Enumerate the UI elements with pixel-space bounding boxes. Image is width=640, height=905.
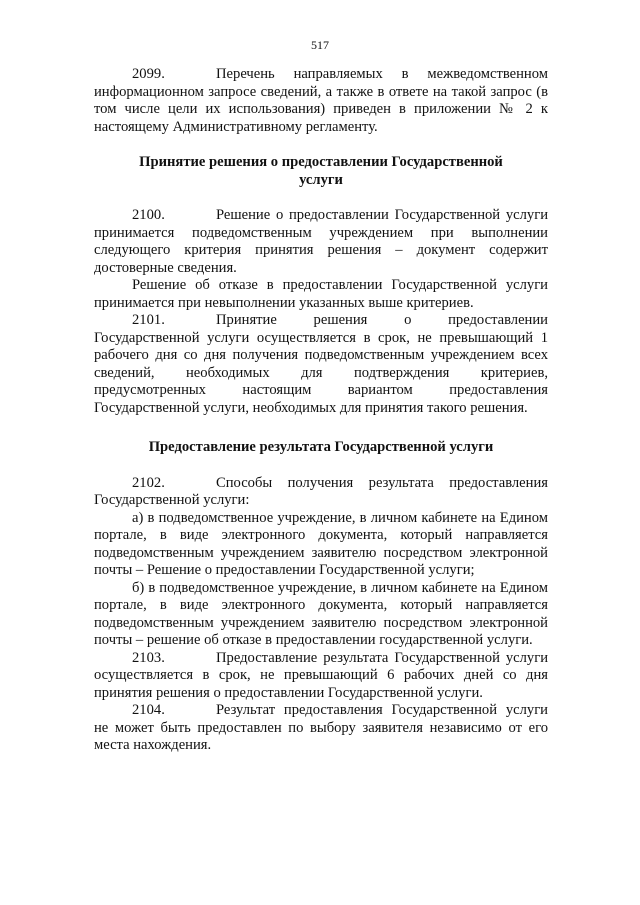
- clause-number: 2100.: [132, 207, 165, 223]
- paragraph-text: Принятие решения о предоставлении Государственной услуги осуществляется в срок, не превышающий 1 рабочего дня со дня получения подведомственным учреждением всех сведений, необходимых для подтверждения критериев, предусмотренных настоящим вариантом предоставления Государственной услуги, необходимых для принятия такого решения.: [94, 312, 548, 416]
- paragraph-2102: [94, 475, 548, 510]
- paragraph-2101: [94, 312, 548, 417]
- paragraph-text: б) в подведомственное учреждение, в личном кабинете на Едином портале, в виде электронного документа, который направляется подведомственным учреждением заявителю посредством электронной почты – решение об отказе в предоставлении государственной услуги.: [94, 579, 548, 648]
- paragraph-text: Способы получения результата предоставления Государственной услуги:: [94, 474, 548, 508]
- clause-number: 2103.: [132, 649, 165, 666]
- paragraph-2100: [94, 207, 548, 277]
- clause-number: 2104.: [132, 702, 165, 718]
- paragraph-text: Предоставление результата Государственной услуги осуществляется в срок, не превышающий 6 рабочих дней со дня принятия решения о предоставлении Государственной услуги.: [94, 649, 548, 701]
- paragraph-refusal: [94, 277, 548, 312]
- paragraph-text: а) в подведомственное учреждение, в личном кабинете на Едином портале, в виде электронного документа, который направляется подведомственным учреждением заявителю посредством электронной почты – Решение о предоставлении Государственной услуги;: [94, 509, 548, 578]
- paragraph-2103: [94, 650, 548, 703]
- page-number: 517: [311, 38, 329, 52]
- clause-number: 2101.: [132, 312, 165, 328]
- section-heading-decision: Принятие решения о предоставлении Государственной услуги: [139, 154, 503, 188]
- paragraph-text: Решение о предоставлении Государственной услуги принимается подведомственным учреждением при выполнении следующего критерия принятия решения – документ содержит достоверные сведения.: [94, 207, 548, 276]
- clause-number: 2099.: [132, 66, 165, 82]
- paragraph-2104: [94, 702, 548, 755]
- section-heading-result: Предоставление результата Государственной услуги: [148, 439, 494, 455]
- paragraph-2099: [94, 66, 548, 136]
- clause-number: 2102.: [132, 474, 165, 491]
- paragraph-text: Перечень направляемых в межведомственном информационном запросе сведений, а также в ответе на такой запрос (в том числе цели их использования) приведен в приложении № 2 к настоящему Административному регламенту.: [94, 66, 548, 135]
- paragraph-option-a: [94, 510, 548, 580]
- document-body: [94, 66, 548, 755]
- paragraph-option-b: [94, 580, 548, 650]
- paragraph-text: Решение об отказе в предоставлении Государственной услуги принимается при невыполнении указанных выше критериев.: [94, 277, 548, 311]
- paragraph-text: Результат предоставления Государственной услуги не может быть предоставлен по выбору заявителя независимо от его места нахождения.: [94, 702, 548, 753]
